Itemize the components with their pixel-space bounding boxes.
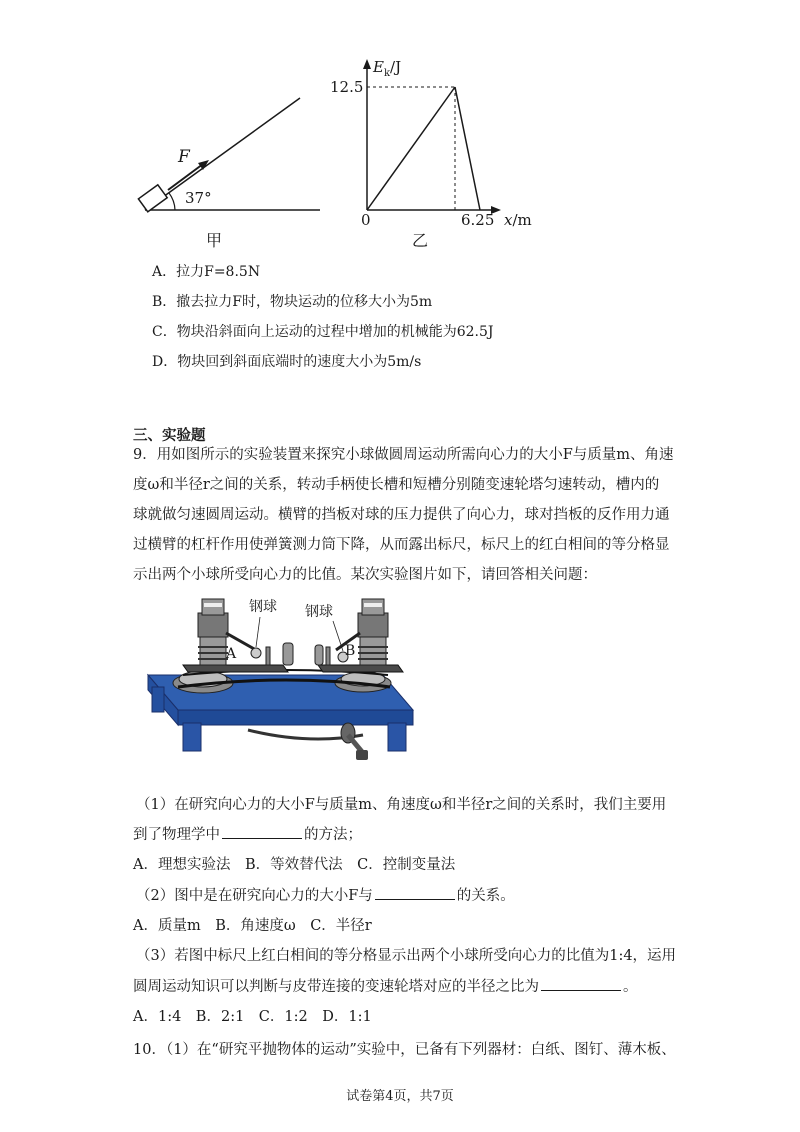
rising-segment [367, 87, 455, 210]
y-axis-subscript: k [383, 68, 391, 79]
q9-p1-line-2 [133, 823, 362, 844]
q9-p2-text-b: 的关系。 [456, 888, 515, 904]
label-steel-ball-left: 钢球 [249, 599, 277, 615]
q9-p1-line-1: （1）在研究向心力的大小F与质量m、角速度ω和半径r之间的关系时，我们主要用 [136, 797, 667, 813]
caption-yi: 乙 [412, 231, 429, 250]
q9-p3-line-2 [133, 975, 638, 996]
origin-label: 0 [361, 211, 371, 229]
angle-label: 37° [185, 189, 212, 207]
x-axis-label [504, 211, 532, 229]
x-axis-symbol: x [504, 211, 513, 229]
q8-option-b: B．撤去拉力F时，物块运动的位移大小为5m [152, 294, 433, 310]
q9-p2-options: A．质量m B．角速度ω C．半径r [133, 918, 372, 934]
incline-line [145, 98, 300, 210]
y-axis-symbol: E [373, 58, 384, 76]
x-axis-unit: /m [512, 211, 532, 229]
q9-p1-options: A．理想实验法 B．等效替代法 C．控制变量法 [133, 857, 456, 873]
q9-p3-answer-blank[interactable] [541, 976, 621, 991]
q9-line-2: 度ω和半径r之间的关系，转动手柄使长槽和短槽分别随变速轮塔匀速转动，槽内的 [133, 477, 660, 493]
q10-line-1: 10．（1）在“研究平抛物体的运动”实验中，已备有下列器材：白纸、图钉、薄木板、 [133, 1042, 676, 1058]
q9-p2-answer-blank[interactable] [375, 885, 455, 900]
q8-option-c: C．物块沿斜面向上运动的过程中增加的机械能为62.5J [152, 324, 494, 340]
q9-line-1: 9．用如图所示的实验装置来探究小球做圆周运动所需向心力的大小F与质量m、角速 [133, 447, 674, 463]
force-label: F [178, 147, 190, 167]
q8-option-a: A．拉力F=8.5N [152, 264, 261, 280]
y-tick-label: 12.5 [330, 78, 364, 96]
label-steel-ball-right: 钢球 [305, 604, 333, 620]
label-b: B [345, 643, 356, 659]
y-axis-arrowhead [363, 59, 371, 69]
q9-p1-text-a: 到了物理学中 [133, 827, 220, 843]
y-axis-unit: /J [390, 58, 402, 76]
q9-p3-text-a: 圆周运动知识可以判断与皮带连接的变速轮塔对应的半径之比为 [133, 979, 539, 995]
q9-p3-line-1: （3）若图中标尺上红白相间的等分格显示出两个小球所受向心力的比值为1:4，运用 [136, 948, 677, 964]
q9-p3-text-b: 。 [623, 979, 638, 995]
falling-segment [455, 87, 480, 210]
q9-line-3: 球就做匀速圆周运动。横臂的挡板对球的压力提供了向心力，球对挡板的反作用力通 [133, 507, 670, 523]
q9-line-4: 过横臂的杠杆作用使弹簧测力筒下降，从而露出标尺，标尺上的红白相间的等分格显 [133, 537, 670, 553]
section-title: 三、实验题 [133, 427, 206, 444]
q8-option-d: D．物块回到斜面底端时的速度大小为5m/s [152, 354, 422, 370]
q9-line-5: 示出两个小球所受向心力的比值。某次实验图片如下，请回答相关问题： [133, 567, 597, 583]
figure-incline [130, 90, 330, 250]
q9-p2-line [136, 884, 515, 905]
page-footer: 试卷第4页，共7页 [346, 1089, 454, 1104]
label-a: A [226, 646, 237, 662]
q9-p1-answer-blank[interactable] [222, 824, 302, 839]
y-axis-label [373, 58, 401, 79]
angle-arc [169, 193, 175, 210]
q9-p2-text-a: （2）图中是在研究向心力的大小F与 [136, 888, 373, 904]
q9-p1-text-b: 的方法； [304, 827, 362, 843]
force-arrow [168, 164, 203, 190]
x-tick-label: 6.25 [461, 211, 495, 229]
q9-p3-options: A．1:4 B．2:1 C．1:2 D．1:1 [133, 1009, 372, 1025]
centripetal-apparatus-image [138, 595, 428, 770]
block [138, 185, 167, 212]
caption-jia: 甲 [206, 231, 223, 250]
